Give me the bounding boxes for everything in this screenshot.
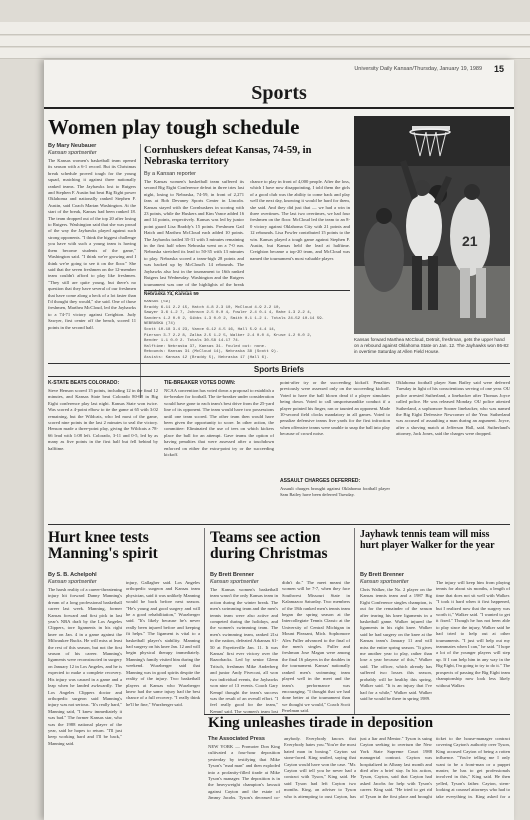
stacked-page-edge — [0, 48, 530, 59]
box-score-line: NEBRASKA (74) — [144, 322, 176, 327]
box-score-line: Scott 10-18 3-4 23, Vance 6-12 4-5 16, Hall 5-9 4-4 14, — [144, 327, 277, 332]
box-score-line: Sanders 1-2 0-0 2, Gibbs 1-3 0-0 2, Smith 0-1 1-2 1. Totals 24-52 10-14 59. — [144, 316, 325, 321]
tennis-byline-role: Kansan sportswriter — [360, 579, 409, 586]
tennis-byline-name: By Brett Brenner — [360, 572, 405, 578]
brief-body: Assault charges brought against Oklahoma football player Sam Bailey have been deferred Tuesday. — [280, 486, 390, 498]
king-byline: The Associated Press — [208, 736, 265, 742]
photo-caption: Kansas forward Marthea McCloud, Detroit, freshman, gets the upper hand on a rebound against Oklahoma State on Jan. 12. The Jayhawks won 86-82 in overtime Saturday at Allen Field House. — [354, 337, 509, 355]
main-byline-name: By Mary Neubauer — [48, 143, 97, 149]
cornhuskers-headline: Cornhuskers defeat Kansas, 74-59, in Nebraska territory — [144, 145, 312, 168]
column-rule — [354, 528, 355, 714]
brief-body: point-after try or the succeeding kickoff. Penalties previously were assessed only on the succeeding kickoff. Voted to have the ball blown dead if a player simulates being down. Voted to call unsportsmanlike conduct if a player pointed his finger, ran or taunted an opponent. Made 10-second field clocks mandatory in all games. Voted to penalize defensive teams five yards for the first infraction when offensive teams were unable to snap the ball into play because of crowd noise. — [280, 380, 390, 437]
knee-byline-name: By S. B. Achelpohl — [48, 572, 97, 578]
running-head-date: University Daily Kansan/Thursday, January 19, 1989 — [354, 66, 482, 72]
column-rule — [204, 528, 205, 714]
teams-byline-name: By Brett Brenner — [210, 572, 255, 578]
section-title: Sports — [44, 82, 514, 109]
king-body-cont: ticket to the house-manager contract covering Cayton's authority over Tyson, King accused Cayton of being a rotten influence. "You're telling me I only want to be a front-man or a puppet master, he has to get professionals involved in this," King said. He then yelled, Tyson's father. Cayton, stern-looking at counsel attorneys who had to take everything in. King asked for a — [436, 736, 510, 799]
box-score-line: Bender 1-1 0-0 2. Totals 30-58 14-17 74. — [144, 339, 241, 344]
king-body-cont: anybody. Everybody knows that Everybody hates you."You're the most hated man in boxing." Cayton sat stone-faced. King smiled, saying that Cayton would have won the case. "Mr. Cayton will tell you he never had a contract with Tyson," King said. He said Tyson had left Cayton two months. King, an adviser to Tyson who is attempting to oust Cayton, has — [284, 736, 356, 799]
main-story-body: The Kansas women's basketball team opened its season with a 6-1 record. But its Christmas break schedule proved tough for the young squad, matching it against three nationally ranked teams. The Jayhawks lost to Rutgers and Stephen F. Austin but beat Big Eight power Oklahoma and nationally ranked Stephen F. Austin, said Coach Marian Washington. At the start of the break, Kansas had been ranked 18. The team dropped out of the top 20 after losing to Rutgers. Washington said that she was proud of the way the Jayhawks played against such strong opponents. "I think the biggest challenge you have with such a young team is having them become students of the game," Washington said. "I think we're growing and I think we're going to see it on the floor." She said that the seven freshmen on the 12-member team couldn't afford to play like freshmen. "They still are quite young, but there's no question that they have several of our freshmen that have come along a heck of a lot faster than I'd thought they would," she said. One of those freshmen, Marthea McCloud, led the Jayhawks to a 74-71 victory against Creighton. Judy Sawyer, first center off the bench, scored 11 points in the second half. — [48, 158, 136, 330]
box-score-line: Pierson 3-7 2-2 8, Zalba 2-5 1-2 5, Walker 2-4 0-0 4, Kruse 1-2 0-0 2, — [144, 333, 313, 338]
main-byline — [48, 143, 138, 157]
teams-headline: Teams see action during Christmas — [210, 529, 328, 563]
box-score-line: Assists: Kansas 12 (Braddy 5), Nebraska 17 (Hall 6). — [144, 355, 269, 360]
king-body-cont: just a liar and Mentor." Tyson is suing Cayton seeking to overturn the New York State Supreme Court 1988 managerial contract. Cayton was hospitalized in Albany last month and died after a brief stay. In his action, Tyson, Cayton, said that Cayton had asked Jacobs for help with Tyson's career. King said. "He tried to get rid of Tyson in the first place and brought — [360, 736, 432, 799]
box-score-line: Sawyer 3-6 1-2 7, Johnson 2-5 0-0 4, Fowler 2-4 0-1 4, Rahe 1-3 2-2 4, — [144, 311, 313, 316]
cornhuskers-body: The Kansas women's basketball team suffered its second Big Eight Conference defeat in three tries last night, losing to Nebraska, 74-59, in front of 2,271 fans at Bob Devaney Sports Center in Lincoln. Kansas stayed with the Cornhuskers in scoring with 23 points, while the Huskers and Kim Vance added 16 and 14 points, respectively. Kansas was led by junior point guard Lisa Braddy's 15 points. Freshmen Gail Hatch and Marthea McCloud each added 10 points. The Jayhawks trailed 35-31 with 3 minutes remaining in the first half when Nebraska went on a 7-0 run. Nebraska stretched its lead to 50-35 with 13 minutes to play. Nebraska scored a team-high 28 points and was backed up by McCloud's 14 rebounds. The Jayhawks also lost in the tournament to 16th ranked Rutgers last Wednesday. Washington and the Rutgers tournament was one of the highlights of the break — [144, 179, 244, 287]
knee-body: The harsh reality of a career-threatening injury hit forward Danny Manning's dream of a long professional basketball career last week. Manning, former Kansas forward and first pick in last year's NBA draft by the Los Angeles Clippers, tore ligaments in his right knee on Jan. 4 in a game against the Milwaukee Bucks. He will miss at least the rest of this season, but not the first season of his career. Manning's ligaments were reconstructed in surgery on January 12 in Los Angeles, and he is expected to make a complete recovery. His injury was caused in a game and a leap when he landed awkwardly. The Los Angeles Clippers doctor and orthopedic surgeon said Manning's injury was not serious. "It's really hard," Manning said, "I knew immediately it was bad." The former Kansas star, who was the 1988 national player of the year, said he hopes to return. "I'll just keep working hard and I'll be back," Manning said. — [48, 587, 122, 746]
section-rule — [48, 524, 510, 525]
briefs-title: Sports Briefs — [253, 365, 305, 374]
tennis-headline: Jayhawk tennis team will miss hurt player Walker for the year — [360, 529, 495, 551]
main-headline: Women play tough schedule — [48, 115, 300, 139]
box-score-line: Braddy 6-11 2-2 15, Hatch 4-8 2-3 10, McCloud 4-9 2-2 10, — [144, 305, 281, 310]
brief-body: Oklahoma football player Sam Bailey said were deferred Tuesday in light of his conscientious serving of one year. OU police arrested Sutherland, a linebacker after Thomas Joyce called police. He was released Monday. OU police attested Sutherland, a sophomore Sooner linebacker, who was named the Big Eight Defensive Newcomer of the Year. Sutherland was accused of assaulting a man during an argument. Joyce, after a shoving match at Jefferson Hall, said. Sutherland's attorney, Jack Jones, said the charges were dropped. — [396, 380, 510, 437]
cornhuskers-body-cont: chance to play in front of 4,000 people. After the loss, which I have now disappointing, I told them the girls of a good club was the ability to come back and play well the next day, knowing it would be hard for them, she said. And they did just that — we had a win in three overtimes. The last two overtimes, we had four freshmen on the floor. McCloud led the team to an 8-0 victory against Oklahoma City with 21 points and 12 rebounds. Lisa Fowler contributed 15 points to the win. Kansas played a tough game against Stephen F. Austin, but Kansas held the lead at halftime. Creighton became a top-20 team, and McCloud was named the tournament's most valuable player. — [250, 179, 350, 261]
newspaper-page — [44, 60, 514, 820]
knee-headline: Hurt knee tests Manning's spirit — [48, 529, 158, 563]
basketball-photo — [354, 116, 510, 334]
box-rule — [144, 290, 350, 291]
brief-body: Steve Henson scored 15 points, including 12 in the final 12 minutes, and Kansas State beat Colorado 80-68 in Big Eight conference play last night. Kansas State won twice. Was scored a 4-point elbow to tie the game at 65 with 3:02 remaining, but the Wildcats, who led most of the game, scored nine points in the last 2 minutes to seal the victory. Henson made a three-point play, giving the Wildcats a 78-66 lead with 1:08 left. Colorado, 3-11 and 0-5, led by as many as five points in the first half but fell behind by halftime. — [48, 388, 158, 451]
box-score-line: KANSAS (59) — [144, 300, 171, 304]
briefs-rule — [48, 363, 510, 364]
tennis-body: Chris Walker, the No. 2 player on the Kansas tennis team and a 1987 Big Eight Conference singles champion, is out for the remainder of the season after tearing his knee ligaments in a basketball game. Walker injured the ligaments in his right knee. Walker said he had surgery on the knee at the Kansas team's January 11 and will miss the entire spring season. "It gives me another year to play, rather than lose a year because of this," Walker said. The officer, which already has suffered two losses this season, probably will be healthy this spring, Walker said. "It is an injury that I've had for a while," Walker said. Walker said he would be there in spring 1989. — [360, 587, 432, 701]
box-score — [144, 300, 350, 362]
cornhuskers-byline: By a Kansan reporter — [144, 171, 196, 177]
brief-body: NCAA convention has voted down a proposal to establish a tie-breaker for football. The tie-breaker under consideration would have gone to each team's best drive from the 25-yard line of its opponent. The team would have two possessions until one team scored. The other team then would have been given the opportunity to score. In other action, the committee: Eliminated the use of tees on which kickers place the ball for an attempt. Gave teams the option of having penalties that were assessed after a touchdown enforced on either the extra-point try or the succeeding kickoff. — [164, 388, 274, 458]
svg-text:21: 21 — [462, 233, 478, 249]
brief-head: TIE-BREAKER VOTES DOWN: — [164, 380, 236, 386]
running-head — [54, 66, 504, 78]
teams-body-cont: didn't do." The meet meant the women will be 7-7, when they face Southwest Missouri State in Kalamazoo Saturday. Two members of the 18th ranked men's tennis team began the spring season at the Intercollegiate Tennis Classic at the University of Central Michigan in Mount Pleasant, Mich. Sophomore Alex Fuller advanced to the final of the men's singles. Fuller and freshman Jose Magan were among the final 16 players in the doubles in the tournament. Kansas' nationally ranked men's swimming team played well in the meet and the team's performance was encouraging. "I thought that we had done better at the tournament than we thought we would," Coach Scott Perelman said. — [282, 580, 350, 713]
stacked-page-edge — [0, 22, 530, 35]
box-score-line: Halftime: Nebraska 37, Kansas 31. Fouled out: none. — [144, 344, 267, 349]
page-number: 15 — [493, 64, 504, 74]
column-rule — [140, 144, 141, 398]
brief-head: K-STATE BEATS COLORADO: — [48, 380, 120, 386]
tennis-body-cont: The injury will keep him from playing tennis for about six months, a length of time that does not sit well with Walker. "I took it hard when it first happened, but I realized now that the surgery was worth it," Walker said. "I wanted to get it fixed." Though he has not been able to play since the injury, Walker said he had tried to help out at other tournaments. "I just will help out my teammates when I can," he said. "I hope a lot of the younger players will step up. If I can help him in any way in the Big Eight, I'm going to try to do it." The prospects of passing the Big Eight team championship now look less likely without Walker. — [436, 580, 510, 688]
king-body: NEW YORK — Promoter Don King cultivated a four-hour deposition yesterday by testifying that Mike Tyson's "mad man" and then exploded into a profanity-filled tirade at Mike Tyson's manager. The deposition is in the heavyweight champion's lawsuit against Cayton and the estate of Jimmy Jacobs. Tyson's deceased co- — [208, 744, 280, 800]
main-byline-role: Kansan sportswriter — [48, 150, 97, 157]
briefs-rule — [48, 376, 510, 377]
basketball-photo-image — [354, 116, 510, 334]
knee-byline-role: Kansan sportswriter — [48, 579, 97, 586]
knee-byline — [48, 572, 138, 586]
teams-body: The Kansas women's basketball team wasn't the only Kansas team in action during the winter break. The men's swimming team and the men's tennis team were also active and competed during the holidays, and the women's swimming team. The men's swimming team, ranked 21st in the nation, defeated Arkansas 61-50 at Fayetteville Jan. 11. It was Kansas' first ever victory over the Razorbacks. Led by senior Glenn Tritsch, freshman Mike Anderberg and junior Andy Fivecoat, all won two individual events, the Jayhawks won nine of 13 events. Coach Gary Kempf thought the team's success was the result of an overall effort. "I feel really good for the team," Kempf said. The women's team lost — [210, 587, 278, 713]
teams-byline-role: Kansan sportswriter — [210, 579, 259, 586]
box-score-line: Rebounds: Kansas 31 (McCloud 14), Nebraska 38 (Scott 9). — [144, 350, 279, 355]
king-headline: King unleashes tirade in deposition — [208, 715, 434, 731]
tennis-byline — [360, 572, 430, 586]
knee-body-cont: injury, Gallagher said. Los Angeles orthopedic surgeon and Kansas team physician, said it was unlikely Manning would be back before next season. "He's young and good surgery and will be a good rehabilitation," Wurzberger said. "It's likely because he's never really been injured before and keeping fit helps." The ligament is vital to a basketball player's stability. Manning had surgery on his knee Jan. 12 and will begin physical therapy immediately. Manning's family visited him during the weekend. Wurzberger said that Manning was in good spirits despite the reality of the injury. Two basketball players at Kansas who Wurzberger knew had the same injury had the best chance of a full recovery. "I really think he'll be fine," Wurzberger said. — [126, 580, 200, 707]
stacked-page-edge — [0, 36, 530, 47]
brief-head: ASSAULT CHARGES DEFERRED: — [280, 478, 361, 484]
box-score-title: Nebraska 74, Kansas 59 — [144, 292, 199, 297]
